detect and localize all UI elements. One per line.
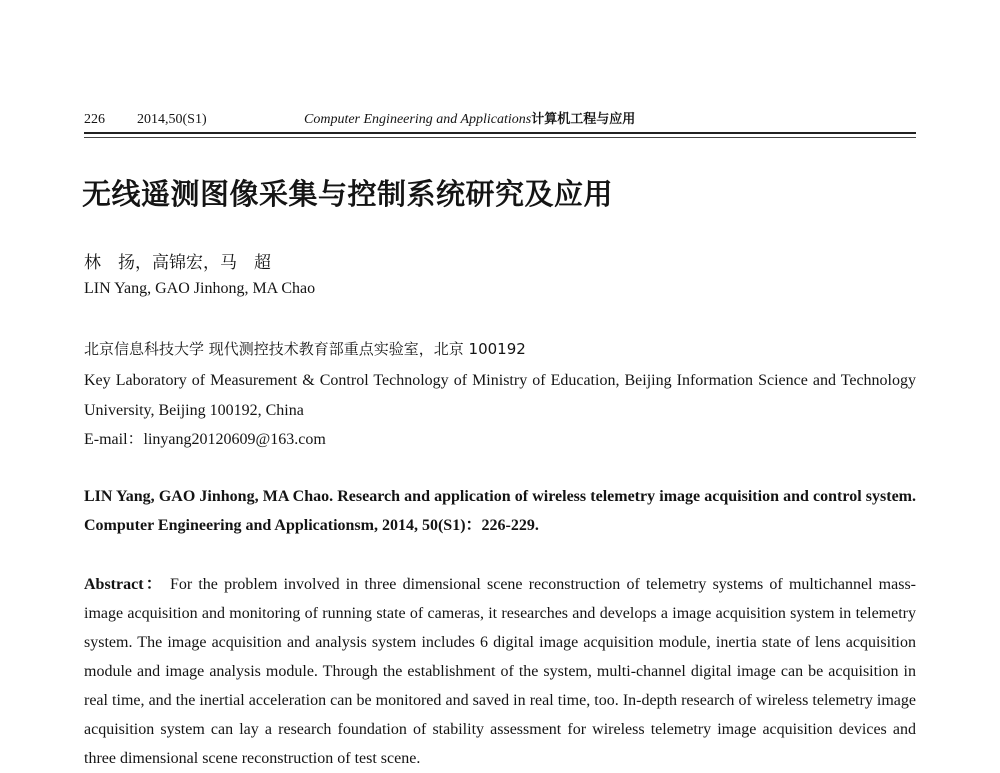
authors-english: LIN Yang, GAO Jinhong, MA Chao [84, 280, 316, 297]
author-email: E-mail：linyang20120609@163.com [84, 431, 326, 448]
abstract-label: Abstract： [84, 576, 164, 593]
header-rule-thick [84, 132, 916, 134]
volume-issue: 2014,50(S1) [137, 112, 207, 127]
header-rule-thin [84, 137, 916, 138]
affiliation-chinese: 北京信息科技大学 现代测控技术教育部重点实验室，北京 100192 [84, 340, 526, 358]
journal-name-en: Computer Engineering and Applications [304, 112, 532, 127]
abstract [84, 570, 916, 773]
paper-title: 无线遥测图像采集与控制系统研究及应用 [82, 177, 614, 211]
journal-name [304, 108, 635, 132]
running-header [84, 108, 916, 132]
authors-chinese: 林 扬，高锦宏，马 超 [84, 253, 271, 273]
page-number: 226 [84, 112, 105, 127]
abstract-text: For the problem involved in three dimensional scene reconstruction of telemetry systems of multichannel mass-image acquisition and monitoring of running state of cameras, it researches and develops a image acquisition system in telemetry system. The image acquisition and analysis system includes 6 digital image acquisition module, inertia state of lens acquisition module and image analysis module. Through the establishment of the system, multi-channel digital image can be acquisition in real time, and the inertial acceleration can be monitored and saved in real time, too. In-depth research of wireless telemetry image acquisition system can lay a research foundation of stability assessment for wireless telemetry image acquisition devices and three dimensional scene reconstruction of test scene. [84, 576, 917, 767]
journal-name-cn: 计算机工程与应用 [531, 112, 636, 127]
affiliation-english: Key Laboratory of Measurement & Control Technology of Ministry of Education, Beijing Information Science and Technology University, Beijing 100192, China [84, 372, 916, 419]
citation-reference: LIN Yang, GAO Jinhong, MA Chao. Research and application of wireless telemetry image acquisition and control system. Computer Engineering and Applicationsm, 2014, 50(S1)：226-229. [84, 488, 916, 534]
